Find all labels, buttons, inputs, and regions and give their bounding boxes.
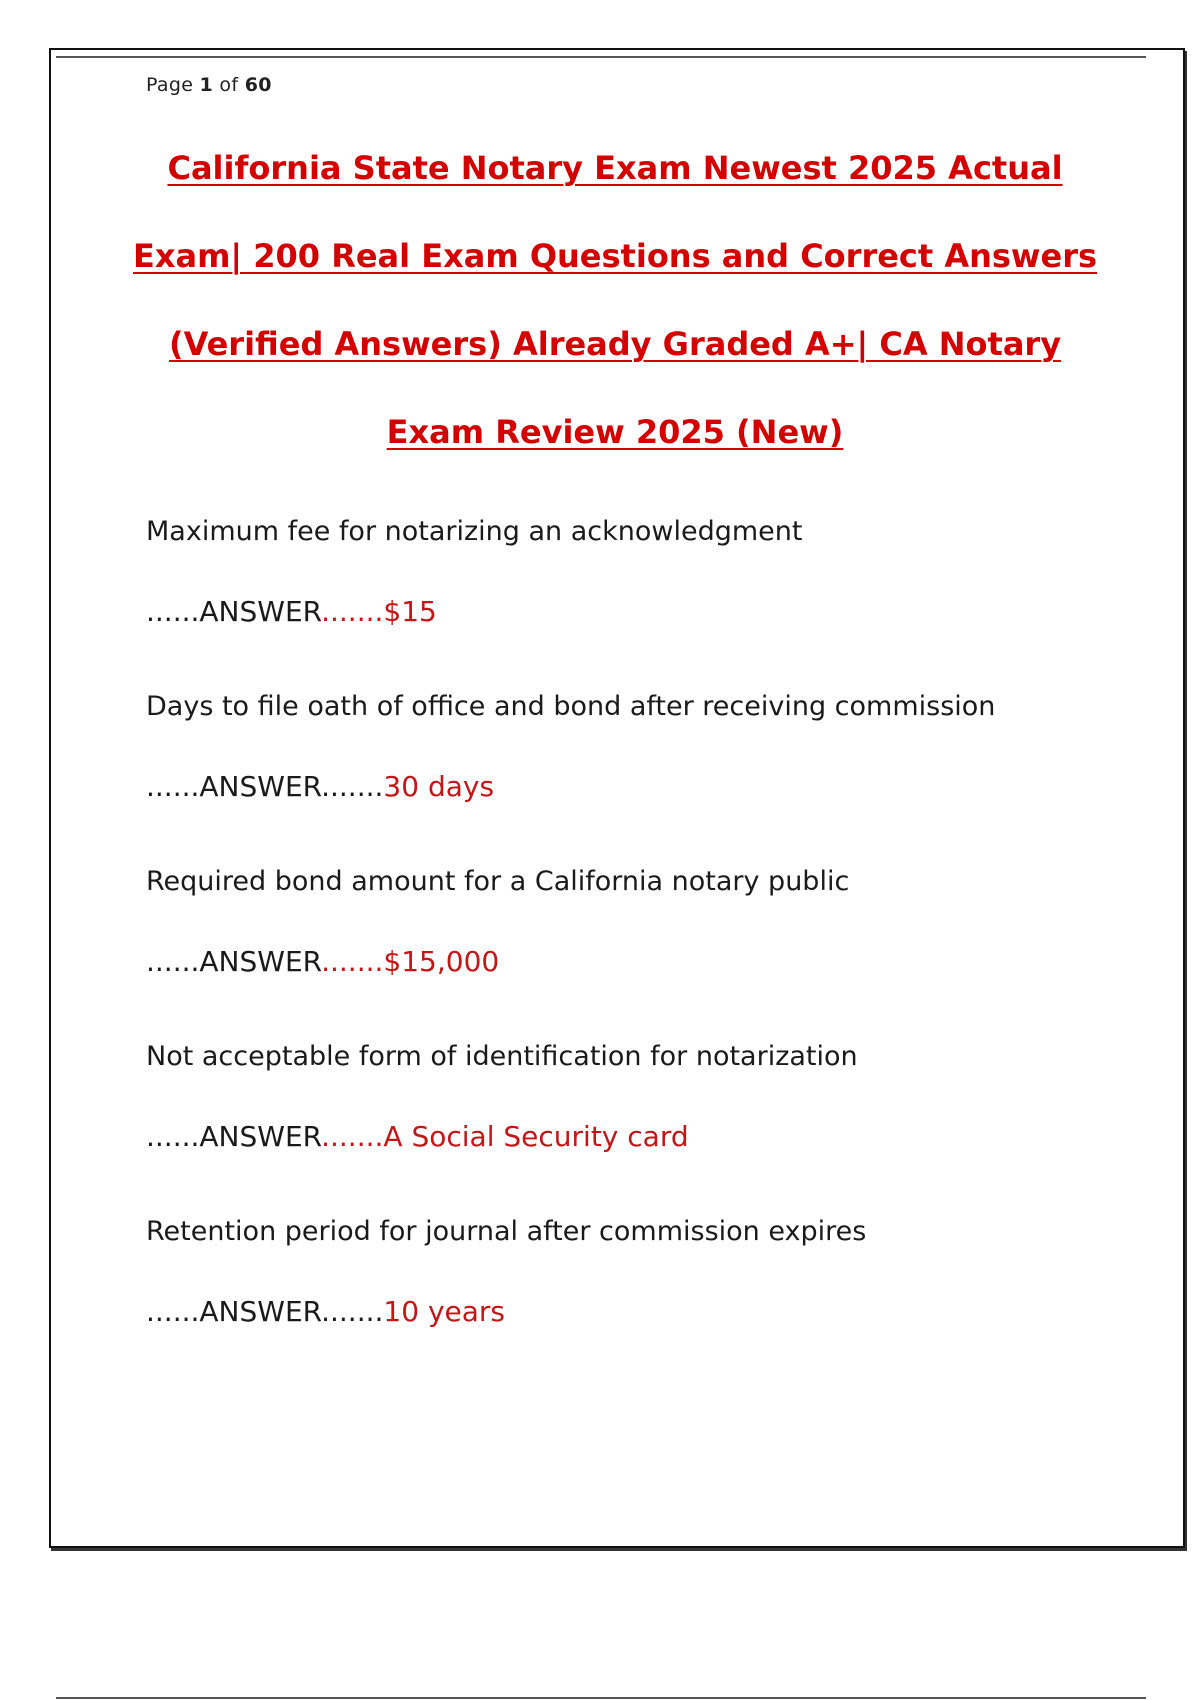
document-title	[60, 140, 1170, 492]
answer-line	[146, 590, 1166, 650]
title-line: Exam Review 2025 (New)	[386, 413, 844, 451]
answer-value: 10 years	[383, 1295, 506, 1328]
answer-value: .......$15,000	[321, 945, 500, 978]
answer-line	[146, 1115, 1166, 1175]
current-page: 1	[199, 74, 214, 96]
page-number	[146, 74, 272, 96]
total-pages: 60	[244, 74, 272, 96]
qa-item	[146, 1210, 1166, 1385]
answer-value: 30 days	[383, 770, 495, 803]
question-text: Retention period for journal after commission expires	[146, 1216, 867, 1247]
question-text: Maximum fee for notarizing an acknowledgment	[146, 516, 803, 547]
answer-label: ......ANSWER	[146, 945, 322, 978]
qa-item	[146, 510, 1166, 685]
bottom-rule	[56, 1697, 1146, 1699]
title-line: (Verified Answers) Already Graded A+| CA Notary	[168, 325, 1062, 363]
answer-line	[146, 765, 1166, 825]
question-text: Not acceptable form of identification for notarization	[146, 1041, 858, 1072]
answer-label: ......ANSWER.......	[146, 1295, 384, 1328]
of-word: of	[219, 74, 239, 96]
answer-line	[146, 1290, 1166, 1350]
answer-label: ......ANSWER.......	[146, 770, 384, 803]
qa-list	[146, 510, 1166, 1385]
answer-value: .......A Social Security card	[321, 1120, 689, 1153]
answer-line	[146, 940, 1166, 1000]
qa-item	[146, 1035, 1166, 1210]
title-line: California State Notary Exam Newest 2025 Actual	[167, 149, 1063, 187]
answer-label: ......ANSWER	[146, 595, 322, 628]
title-line: Exam| 200 Real Exam Questions and Correct Answers	[132, 237, 1098, 275]
question-text: Required bond amount for a California notary public	[146, 866, 850, 897]
qa-item	[146, 685, 1166, 860]
answer-value: .......$15	[321, 595, 437, 628]
qa-item	[146, 860, 1166, 1035]
page-word: Page	[146, 74, 194, 96]
answer-label: ......ANSWER	[146, 1120, 322, 1153]
question-text: Days to file oath of office and bond after receiving commission	[146, 691, 996, 722]
